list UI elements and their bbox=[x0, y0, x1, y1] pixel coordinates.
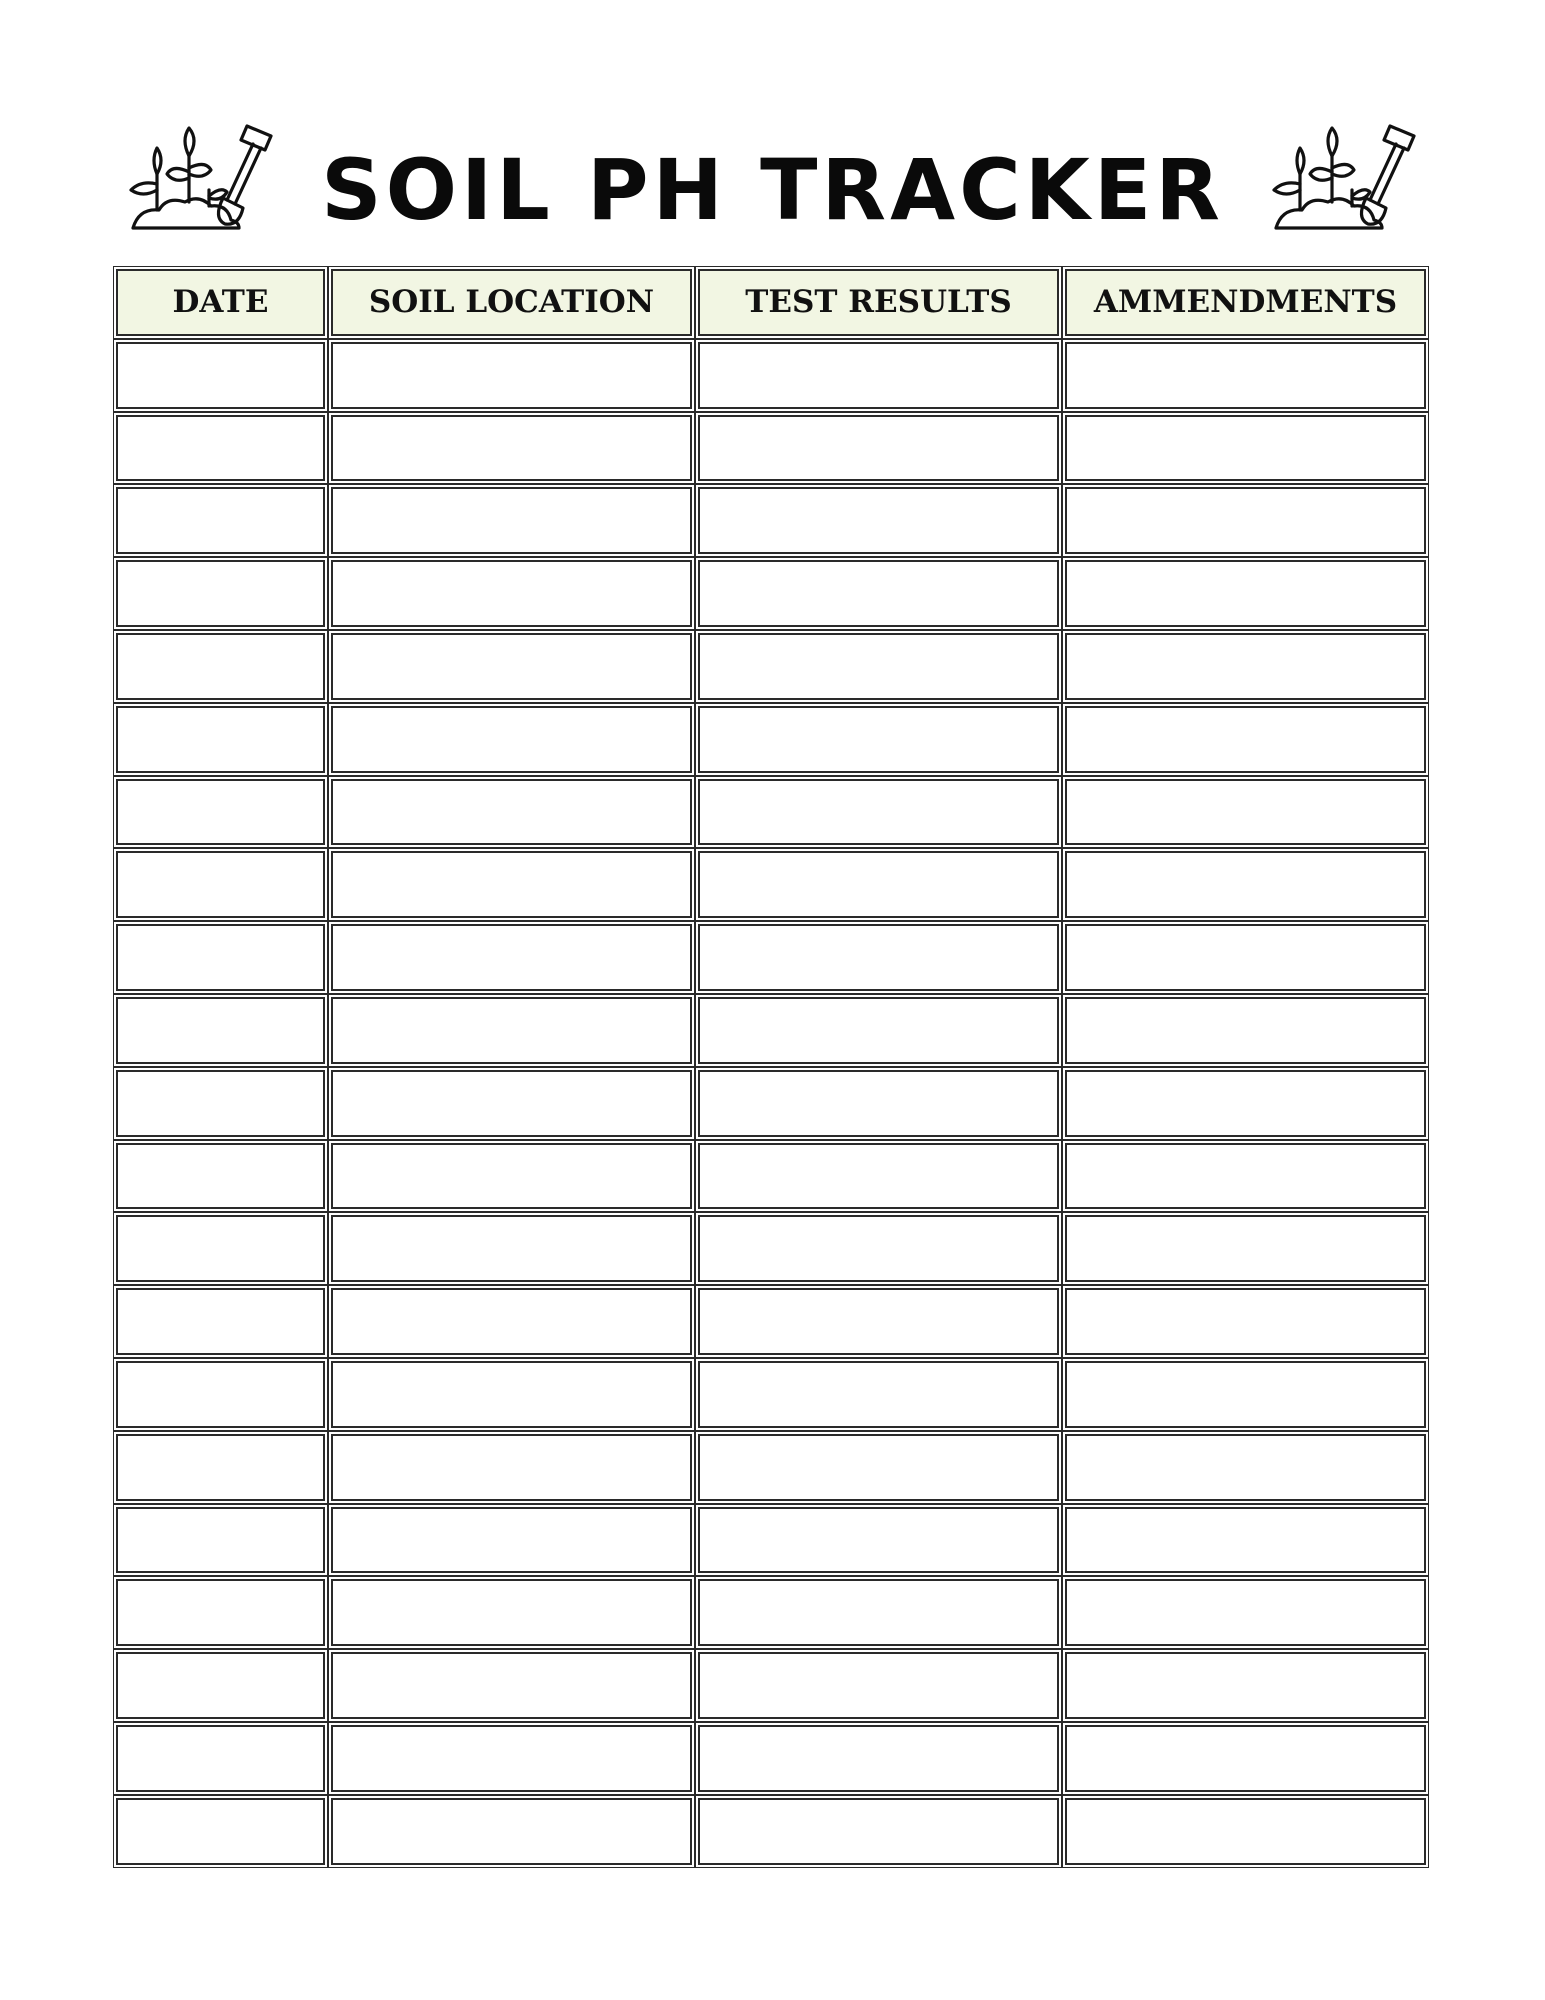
date-cell[interactable] bbox=[116, 706, 325, 773]
ammendments-cell[interactable] bbox=[1065, 1143, 1426, 1210]
table-row bbox=[113, 1140, 1429, 1213]
soil-location-cell[interactable] bbox=[331, 1143, 692, 1210]
date-cell[interactable] bbox=[116, 1143, 325, 1210]
header-date: DATE bbox=[116, 269, 325, 336]
test-results-cell[interactable] bbox=[698, 1725, 1059, 1792]
test-results-cell[interactable] bbox=[698, 924, 1059, 991]
ammendments-cell[interactable] bbox=[1065, 487, 1426, 554]
ammendments-cell[interactable] bbox=[1065, 415, 1426, 482]
ammendments-cell[interactable] bbox=[1065, 633, 1426, 700]
soil-location-cell[interactable] bbox=[331, 560, 692, 627]
date-cell[interactable] bbox=[116, 1361, 325, 1428]
table-row bbox=[113, 557, 1429, 630]
table-header-row bbox=[113, 266, 1429, 339]
ammendments-cell[interactable] bbox=[1065, 1434, 1426, 1501]
ammendments-cell[interactable] bbox=[1065, 851, 1426, 918]
ammendments-cell[interactable] bbox=[1065, 1798, 1426, 1865]
date-cell[interactable] bbox=[116, 779, 325, 846]
soil-location-cell[interactable] bbox=[331, 1652, 692, 1719]
test-results-cell[interactable] bbox=[698, 851, 1059, 918]
table-row bbox=[113, 339, 1429, 412]
soil-location-cell[interactable] bbox=[331, 1725, 692, 1792]
table-row bbox=[113, 484, 1429, 557]
ammendments-cell[interactable] bbox=[1065, 1070, 1426, 1137]
ammendments-cell[interactable] bbox=[1065, 560, 1426, 627]
page-title: SOIL PH TRACKER bbox=[321, 141, 1224, 239]
table-row bbox=[113, 848, 1429, 921]
table-row bbox=[113, 1212, 1429, 1285]
table-row bbox=[113, 1431, 1429, 1504]
table-row bbox=[113, 1358, 1429, 1431]
soil-location-cell[interactable] bbox=[331, 1798, 692, 1865]
table-row bbox=[113, 1504, 1429, 1577]
ammendments-cell[interactable] bbox=[1065, 924, 1426, 991]
ammendments-cell[interactable] bbox=[1065, 1215, 1426, 1282]
test-results-cell[interactable] bbox=[698, 342, 1059, 409]
ammendments-cell[interactable] bbox=[1065, 1652, 1426, 1719]
header-ammendments: AMMENDMENTS bbox=[1065, 269, 1426, 336]
table-row bbox=[113, 994, 1429, 1067]
ammendments-cell[interactable] bbox=[1065, 997, 1426, 1064]
test-results-cell[interactable] bbox=[698, 997, 1059, 1064]
date-cell[interactable] bbox=[116, 1215, 325, 1282]
date-cell[interactable] bbox=[116, 342, 325, 409]
soil-location-cell[interactable] bbox=[331, 924, 692, 991]
date-cell[interactable] bbox=[116, 1652, 325, 1719]
ammendments-cell[interactable] bbox=[1065, 1579, 1426, 1646]
ammendments-cell[interactable] bbox=[1065, 779, 1426, 846]
ammendments-cell[interactable] bbox=[1065, 1288, 1426, 1355]
soil-location-cell[interactable] bbox=[331, 1507, 692, 1574]
soil-location-cell[interactable] bbox=[331, 1361, 692, 1428]
header-test-results: TEST RESULTS bbox=[698, 269, 1059, 336]
tracker-table bbox=[113, 266, 1429, 1868]
table-row bbox=[113, 703, 1429, 776]
soil-location-cell[interactable] bbox=[331, 997, 692, 1064]
gardening-plants-shovel-icon bbox=[115, 124, 285, 234]
date-cell[interactable] bbox=[116, 1288, 325, 1355]
soil-location-cell[interactable] bbox=[331, 706, 692, 773]
soil-location-cell[interactable] bbox=[331, 415, 692, 482]
table-body bbox=[113, 339, 1429, 1868]
test-results-cell[interactable] bbox=[698, 633, 1059, 700]
date-cell[interactable] bbox=[116, 1434, 325, 1501]
date-cell[interactable] bbox=[116, 1725, 325, 1792]
test-results-cell[interactable] bbox=[698, 415, 1059, 482]
test-results-cell[interactable] bbox=[698, 1361, 1059, 1428]
table-row bbox=[113, 1576, 1429, 1649]
test-results-cell[interactable] bbox=[698, 1507, 1059, 1574]
date-cell[interactable] bbox=[116, 415, 325, 482]
ammendments-cell[interactable] bbox=[1065, 342, 1426, 409]
test-results-cell[interactable] bbox=[698, 1652, 1059, 1719]
table-row bbox=[113, 1649, 1429, 1722]
date-cell[interactable] bbox=[116, 924, 325, 991]
table-row bbox=[113, 1722, 1429, 1795]
date-cell[interactable] bbox=[116, 560, 325, 627]
soil-location-cell[interactable] bbox=[331, 851, 692, 918]
date-cell[interactable] bbox=[116, 1798, 325, 1865]
date-cell[interactable] bbox=[116, 1070, 325, 1137]
soil-location-cell[interactable] bbox=[331, 779, 692, 846]
test-results-cell[interactable] bbox=[698, 1070, 1059, 1137]
soil-location-cell[interactable] bbox=[331, 487, 692, 554]
soil-location-cell[interactable] bbox=[331, 633, 692, 700]
date-cell[interactable] bbox=[116, 997, 325, 1064]
soil-location-cell[interactable] bbox=[331, 1215, 692, 1282]
soil-location-cell[interactable] bbox=[331, 1579, 692, 1646]
ammendments-cell[interactable] bbox=[1065, 706, 1426, 773]
test-results-cell[interactable] bbox=[698, 706, 1059, 773]
ammendments-cell[interactable] bbox=[1065, 1361, 1426, 1428]
test-results-cell[interactable] bbox=[698, 1143, 1059, 1210]
soil-location-cell[interactable] bbox=[331, 1070, 692, 1137]
table-row bbox=[113, 776, 1429, 849]
table-row bbox=[113, 1285, 1429, 1358]
table-row bbox=[113, 921, 1429, 994]
soil-location-cell[interactable] bbox=[331, 1434, 692, 1501]
header-soil-location: SOIL LOCATION bbox=[331, 269, 692, 336]
test-results-cell[interactable] bbox=[698, 487, 1059, 554]
test-results-cell[interactable] bbox=[698, 1288, 1059, 1355]
gardening-plants-shovel-icon bbox=[1258, 124, 1428, 234]
test-results-cell[interactable] bbox=[698, 1798, 1059, 1865]
ammendments-cell[interactable] bbox=[1065, 1507, 1426, 1574]
soil-location-cell[interactable] bbox=[331, 342, 692, 409]
date-cell[interactable] bbox=[116, 633, 325, 700]
date-cell[interactable] bbox=[116, 1579, 325, 1646]
table-row bbox=[113, 630, 1429, 703]
table-row bbox=[113, 1795, 1429, 1868]
table-row bbox=[113, 1067, 1429, 1140]
date-cell[interactable] bbox=[116, 487, 325, 554]
test-results-cell[interactable] bbox=[698, 560, 1059, 627]
test-results-cell[interactable] bbox=[698, 1579, 1059, 1646]
test-results-cell[interactable] bbox=[698, 1434, 1059, 1501]
test-results-cell[interactable] bbox=[698, 779, 1059, 846]
soil-location-cell[interactable] bbox=[331, 1288, 692, 1355]
table-row bbox=[113, 412, 1429, 485]
date-cell[interactable] bbox=[116, 851, 325, 918]
test-results-cell[interactable] bbox=[698, 1215, 1059, 1282]
ammendments-cell[interactable] bbox=[1065, 1725, 1426, 1792]
date-cell[interactable] bbox=[116, 1507, 325, 1574]
